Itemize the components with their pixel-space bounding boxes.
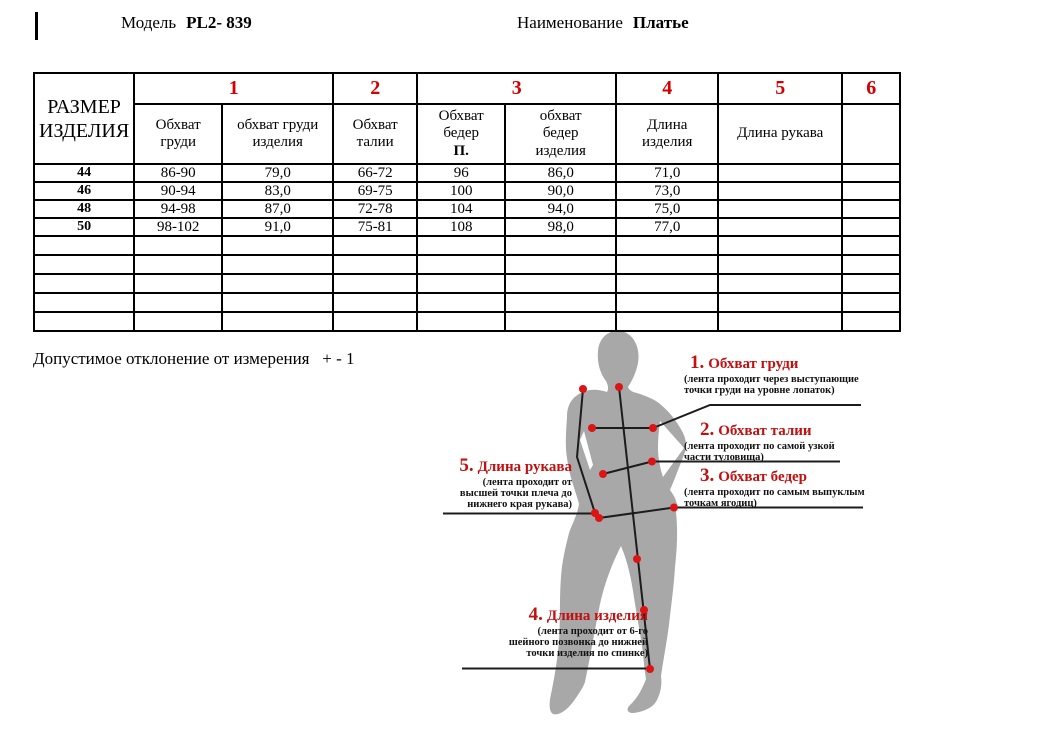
- cell: [718, 200, 842, 218]
- group-number-1: 1: [134, 73, 333, 104]
- annotation-hips: [684, 465, 865, 509]
- item-name-label: Наименование: [517, 13, 623, 32]
- measure-dot-shoulder: [579, 385, 587, 393]
- cell: 100: [417, 182, 505, 200]
- col-header-sleeve: Длина рукава: [718, 104, 842, 164]
- annotation-desc-line: нижнего края рукава): [467, 499, 572, 510]
- annotation-desc-line: точки груди на уровне лопаток): [684, 385, 835, 396]
- annotation-number: 4.: [528, 604, 543, 625]
- cell: 98-102: [134, 218, 222, 236]
- cell: [842, 164, 900, 182]
- annotation-desc-line: (лента проходит через выступающие: [684, 374, 859, 385]
- annotation-name: Длина изделия: [546, 608, 648, 624]
- col-header-empty: [842, 104, 900, 164]
- table-empty-row: [34, 312, 900, 331]
- annotation-name: Длина рукава: [477, 459, 572, 475]
- annotation-desc-line: точкам ягодиц): [684, 498, 757, 509]
- empty-cell: [34, 293, 134, 312]
- annotation-number: 2.: [700, 419, 715, 440]
- empty-cell: [417, 255, 505, 274]
- annotation-desc-line: точки изделия по спинке): [526, 648, 648, 659]
- cell: 66-72: [333, 164, 417, 182]
- table-empty-row: [34, 293, 900, 312]
- empty-cell: [718, 255, 842, 274]
- cell: 73,0: [616, 182, 718, 200]
- annotation-number: 3.: [700, 465, 715, 486]
- empty-cell: [34, 312, 134, 331]
- cell: [842, 218, 900, 236]
- cell: 87,0: [222, 200, 333, 218]
- annotation-sleeve: [420, 455, 572, 510]
- table-row-size-50: [34, 218, 900, 236]
- empty-cell: [616, 236, 718, 255]
- empty-cell: [505, 312, 616, 331]
- empty-cell: [616, 293, 718, 312]
- annotation-waist: [684, 419, 835, 463]
- empty-cell: [333, 236, 417, 255]
- cell: 86,0: [505, 164, 616, 182]
- cell: [718, 182, 842, 200]
- annotation-desc-line: (лента проходит от 6-го: [537, 626, 648, 637]
- col-header-waist: Обхват талии: [333, 104, 417, 164]
- empty-cell: [616, 274, 718, 293]
- cell: 96: [417, 164, 505, 182]
- empty-cell: [333, 293, 417, 312]
- annotation-desc-line: части туловища): [684, 452, 764, 463]
- annotation-number: 5.: [459, 455, 474, 476]
- empty-cell: [718, 274, 842, 293]
- size-value: 44: [34, 164, 134, 182]
- empty-cell: [134, 293, 222, 312]
- measure-dot-hip-right: [670, 504, 678, 512]
- model-label: Модель: [121, 13, 177, 32]
- measure-dot-neck: [615, 383, 623, 391]
- empty-cell: [842, 236, 900, 255]
- col-header-hips-garment-label: обхват бедер изделия: [535, 108, 586, 159]
- tolerance-note: Допустимое отклонение от измерения + - 1: [33, 349, 355, 368]
- empty-cell: [616, 255, 718, 274]
- item-name-value: Платье: [632, 13, 689, 32]
- cell: 86-90: [134, 164, 222, 182]
- empty-cell: [505, 293, 616, 312]
- measure-dot-waist-left: [599, 470, 607, 478]
- cell: 75,0: [616, 200, 718, 218]
- measure-dot-hem: [646, 665, 654, 673]
- empty-cell: [222, 293, 333, 312]
- empty-cell: [842, 255, 900, 274]
- table-empty-row: [34, 236, 900, 255]
- size-value: 50: [34, 218, 134, 236]
- empty-cell: [333, 312, 417, 331]
- measure-dot-hip-left: [595, 514, 603, 522]
- annotation-desc-line: высшей точки плеча до: [459, 488, 572, 499]
- table-group-number-row: [34, 73, 900, 104]
- table-empty-row: [34, 255, 900, 274]
- col-header-length: Длина изделия: [616, 104, 718, 164]
- cell: 98,0: [505, 218, 616, 236]
- table-row-size-46: [34, 182, 900, 200]
- empty-cell: [718, 293, 842, 312]
- empty-cell: [333, 274, 417, 293]
- table-column-header-row: [34, 104, 900, 164]
- cell: [718, 218, 842, 236]
- annotation-number: 1.: [690, 352, 705, 373]
- cell: 69-75: [333, 182, 417, 200]
- empty-cell: [333, 255, 417, 274]
- cell: 91,0: [222, 218, 333, 236]
- size-table: [33, 72, 901, 332]
- empty-cell: [34, 274, 134, 293]
- empty-cell: [222, 236, 333, 255]
- empty-cell: [222, 255, 333, 274]
- empty-cell: [134, 236, 222, 255]
- empty-cell: [134, 255, 222, 274]
- annotation-desc-line: (лента проходит по самой узкой: [684, 441, 835, 452]
- cell: 94-98: [134, 200, 222, 218]
- cell: [718, 164, 842, 182]
- empty-cell: [222, 312, 333, 331]
- measure-dot-waist-right: [648, 458, 656, 466]
- cell: 79,0: [222, 164, 333, 182]
- measure-dot-knee: [633, 555, 641, 563]
- measure-dot-chest-left: [588, 424, 596, 432]
- group-number-6: 6: [842, 73, 900, 104]
- empty-cell: [616, 312, 718, 331]
- empty-cell: [842, 293, 900, 312]
- group-number-3: 3: [417, 73, 616, 104]
- table-empty-row: [34, 274, 900, 293]
- empty-cell: [222, 274, 333, 293]
- model-value: PL2- 839: [186, 13, 252, 32]
- empty-cell: [134, 274, 222, 293]
- cell: [842, 182, 900, 200]
- group-number-4: 4: [616, 73, 718, 104]
- cell: 104: [417, 200, 505, 218]
- cell: 94,0: [505, 200, 616, 218]
- cell: 90-94: [134, 182, 222, 200]
- annotation-name: Обхват бедер: [718, 469, 808, 485]
- cell: 72-78: [333, 200, 417, 218]
- size-value: 46: [34, 182, 134, 200]
- empty-cell: [134, 312, 222, 331]
- col-header-chest: Обхват груди: [134, 104, 222, 164]
- annotation-chest-title: [684, 352, 859, 374]
- table-row-size-44: [34, 164, 900, 182]
- col-header-hips-suffix: П.: [453, 142, 469, 159]
- size-value: 48: [34, 200, 134, 218]
- group-number-5: 5: [718, 73, 842, 104]
- col-header-hips-label: Обхват бедер: [438, 108, 484, 142]
- col-header-chest-garment: обхват груди изделия: [222, 104, 333, 164]
- table-row-size-48: [34, 200, 900, 218]
- empty-cell: [842, 274, 900, 293]
- col-header-hips: [417, 104, 505, 164]
- annotation-waist-title: [684, 419, 835, 441]
- empty-cell: [505, 255, 616, 274]
- corner-header: РАЗМЕР ИЗДЕЛИЯ: [34, 73, 134, 164]
- empty-cell: [505, 236, 616, 255]
- annotation-name: Обхват талии: [718, 423, 812, 439]
- empty-cell: [417, 274, 505, 293]
- measure-dot-chest-right: [649, 424, 657, 432]
- cell: 83,0: [222, 182, 333, 200]
- empty-cell: [417, 236, 505, 255]
- group-number-2: 2: [333, 73, 417, 104]
- annotation-length-title: [430, 604, 648, 626]
- cell: 75-81: [333, 218, 417, 236]
- annotation-desc-line: (лента проходит от: [482, 477, 572, 488]
- empty-cell: [842, 312, 900, 331]
- cell: 90,0: [505, 182, 616, 200]
- col-header-hips-garment: [505, 104, 616, 164]
- cell: [842, 200, 900, 218]
- annotation-name: Обхват груди: [708, 356, 799, 372]
- annotation-sleeve-title: [420, 455, 572, 477]
- cell: 71,0: [616, 164, 718, 182]
- annotation-desc-line: шейного позвонка до нижней: [508, 637, 648, 648]
- annotation-length: [430, 604, 648, 659]
- empty-cell: [718, 312, 842, 331]
- empty-cell: [417, 293, 505, 312]
- cell: 77,0: [616, 218, 718, 236]
- empty-cell: [34, 236, 134, 255]
- empty-cell: [505, 274, 616, 293]
- empty-cell: [34, 255, 134, 274]
- annotation-chest: [684, 352, 859, 396]
- cell: 108: [417, 218, 505, 236]
- annotation-desc-line: (лента проходит по самым выпуклым: [684, 487, 865, 498]
- annotation-hips-title: [684, 465, 865, 487]
- empty-cell: [718, 236, 842, 255]
- empty-cell: [417, 312, 505, 331]
